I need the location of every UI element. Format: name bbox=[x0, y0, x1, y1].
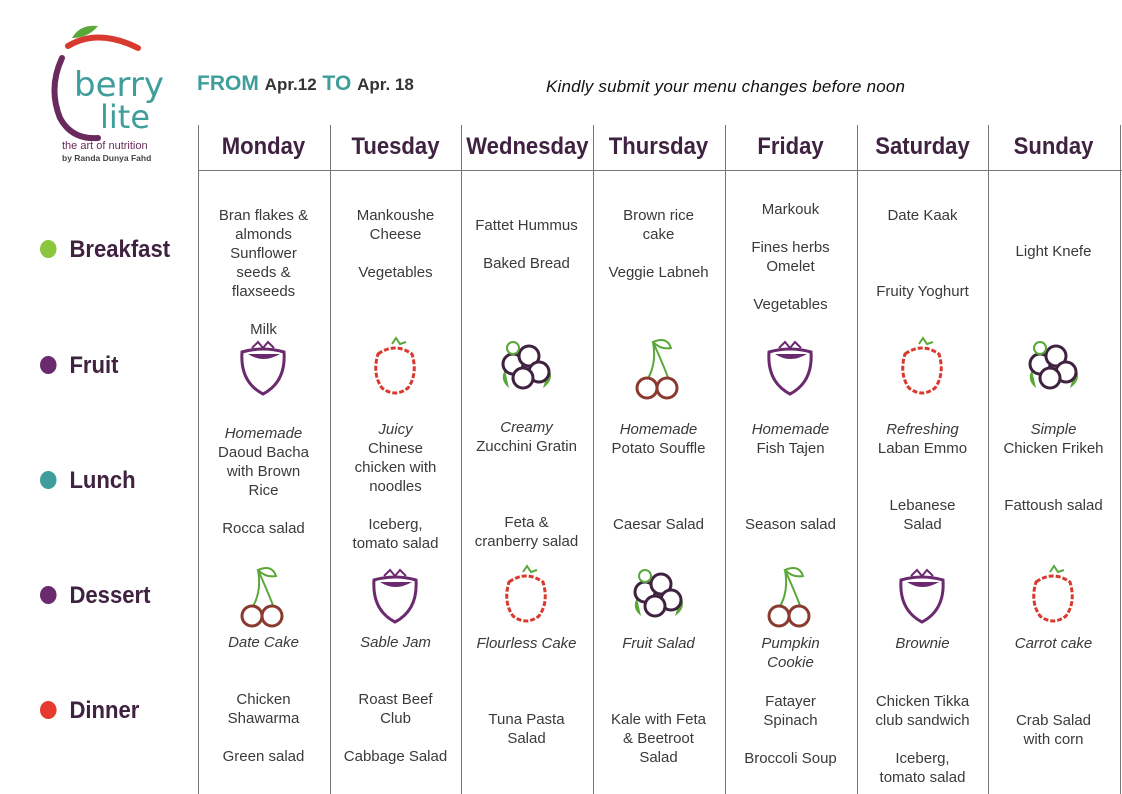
meal-label-breakfast bbox=[40, 236, 170, 264]
menu-line: Brown rice bbox=[623, 207, 694, 224]
from-date: Apr.12 bbox=[264, 75, 317, 94]
meal-label-text: Breakfast bbox=[69, 236, 171, 263]
menu-line: Fish Tajen bbox=[756, 440, 825, 457]
menu-line: Veggie Labneh bbox=[608, 264, 709, 281]
menu-line: Cookie bbox=[767, 654, 814, 671]
menu-line bbox=[725, 730, 856, 749]
menu-line: Sable Jam bbox=[360, 634, 431, 651]
lunch-cell-thursday bbox=[593, 420, 724, 534]
menu-line bbox=[461, 475, 592, 494]
dessert-cell-sunday bbox=[988, 634, 1119, 653]
breakfast-cell-monday bbox=[198, 206, 329, 339]
day-header-sunday: Sunday bbox=[1013, 133, 1094, 160]
menu-line bbox=[461, 235, 592, 254]
lunch-adjective: Refreshing bbox=[886, 421, 959, 438]
brand-byline: by Randa Dunya Fahd bbox=[62, 153, 152, 163]
meal-label-text: Dessert bbox=[69, 582, 151, 609]
menu-line: Shawarma bbox=[227, 710, 300, 727]
menu-line: Daoud Bacha bbox=[218, 444, 309, 461]
menu-line: chicken with bbox=[354, 459, 437, 476]
menu-line: cake bbox=[642, 226, 675, 243]
menu-line bbox=[725, 276, 856, 295]
lunch-cell-monday bbox=[198, 424, 329, 538]
meal-label-text: Dinner bbox=[69, 697, 140, 724]
lunch-cell-saturday bbox=[857, 420, 988, 534]
dinner-cell-wednesday bbox=[461, 710, 592, 748]
menu-line: Pumpkin bbox=[761, 635, 820, 652]
menu-line bbox=[593, 244, 724, 263]
menu-line: cranberry salad bbox=[474, 533, 579, 550]
menu-line: Fruit Salad bbox=[622, 635, 695, 652]
menu-line bbox=[330, 496, 461, 515]
menu-line: Fines herbs bbox=[751, 239, 830, 256]
menu-line: Cheese bbox=[369, 226, 422, 243]
dessert-raspberry-icon bbox=[1018, 562, 1088, 632]
meal-label-text: Fruit bbox=[69, 352, 119, 379]
day-header-tuesday: Tuesday bbox=[351, 133, 440, 160]
dessert-cell-wednesday bbox=[461, 634, 592, 653]
menu-line: Omelet bbox=[766, 258, 815, 275]
menu-line: Light Knefe bbox=[1015, 243, 1092, 260]
lunch-cell-friday bbox=[725, 420, 856, 534]
header-divider bbox=[198, 170, 1122, 171]
dessert-cell-friday bbox=[725, 634, 856, 672]
fruit-cherry-icon bbox=[623, 334, 693, 404]
menu-line bbox=[593, 477, 724, 496]
column-divider bbox=[1120, 125, 1121, 794]
meal-label-fruit bbox=[40, 352, 119, 380]
menu-line: Flourless Cake bbox=[476, 635, 577, 652]
menu-line: Season salad bbox=[745, 516, 836, 533]
menu-line bbox=[857, 458, 988, 477]
menu-line bbox=[593, 458, 724, 477]
menu-line: Potato Souffle bbox=[611, 440, 706, 457]
menu-line: Markouk bbox=[761, 201, 820, 218]
menu-line bbox=[725, 477, 856, 496]
dinner-cell-monday bbox=[198, 690, 329, 766]
menu-line bbox=[330, 244, 461, 263]
menu-line bbox=[988, 458, 1119, 477]
day-header-saturday: Saturday bbox=[875, 133, 970, 160]
dinner-cell-sunday bbox=[988, 711, 1119, 749]
menu-line bbox=[857, 477, 988, 496]
menu-line bbox=[988, 477, 1119, 496]
breakfast-cell-wednesday bbox=[461, 216, 592, 273]
breakfast-cell-sunday bbox=[988, 242, 1119, 261]
menu-line bbox=[725, 496, 856, 515]
menu-line: Iceberg, bbox=[895, 750, 950, 767]
dessert-strawberry-icon bbox=[887, 562, 957, 632]
menu-line: Vegetables bbox=[753, 296, 828, 313]
fruit-strawberry-icon bbox=[228, 334, 298, 404]
menu-line: Crab Salad bbox=[1015, 712, 1092, 729]
menu-notice: Kindly submit your menu changes before noon bbox=[546, 77, 906, 96]
menu-line bbox=[725, 458, 856, 477]
menu-line: Mankoushe bbox=[356, 207, 435, 224]
menu-line: Baked Bread bbox=[483, 255, 570, 272]
lunch-cell-sunday bbox=[988, 420, 1119, 515]
menu-line: Laban Emmo bbox=[877, 440, 968, 457]
lunch-adjective: Homemade bbox=[224, 425, 303, 442]
menu-line bbox=[461, 494, 592, 513]
menu-line: Fattoush salad bbox=[1004, 497, 1103, 514]
day-header-friday: Friday bbox=[757, 133, 824, 160]
breakfast-cell-tuesday bbox=[330, 206, 461, 282]
menu-line: tomato salad bbox=[879, 769, 966, 786]
menu-line: Green salad bbox=[222, 748, 305, 765]
meal-dot-icon bbox=[40, 356, 57, 374]
to-label: TO bbox=[322, 72, 352, 95]
dessert-raspberry-icon bbox=[491, 562, 561, 632]
lunch-adjective: Homemade bbox=[751, 421, 830, 438]
menu-line: Rocca salad bbox=[222, 520, 305, 537]
meal-label-dinner bbox=[40, 697, 139, 725]
fruit-raspberry-icon bbox=[360, 334, 430, 404]
menu-line: Salad bbox=[507, 730, 546, 747]
menu-line: Feta & bbox=[504, 514, 549, 531]
menu-line: with Brown bbox=[226, 463, 301, 480]
lunch-adjective: Homemade bbox=[619, 421, 698, 438]
meal-dot-icon bbox=[40, 471, 57, 489]
date-range bbox=[197, 72, 414, 96]
day-header-thursday: Thursday bbox=[608, 133, 709, 160]
menu-line: Vegetables bbox=[358, 264, 433, 281]
menu-line: Caesar Salad bbox=[613, 516, 704, 533]
lunch-adjective: Juicy bbox=[378, 421, 413, 438]
lunch-adjective: Creamy bbox=[500, 419, 553, 436]
meal-dot-icon bbox=[40, 701, 57, 719]
menu-line: Fattet Hummus bbox=[475, 217, 578, 234]
dessert-cell-monday bbox=[198, 633, 329, 652]
breakfast-cell-saturday bbox=[857, 206, 988, 301]
menu-line: Chinese bbox=[367, 440, 424, 457]
day-header-wednesday: Wednesday bbox=[466, 133, 589, 160]
menu-line bbox=[461, 456, 592, 475]
meal-label-text: Lunch bbox=[69, 467, 136, 494]
fruit-blueberry-icon bbox=[1018, 334, 1088, 404]
menu-line: Carrot cake bbox=[1014, 635, 1093, 652]
dessert-strawberry-icon bbox=[360, 562, 430, 632]
lunch-cell-tuesday bbox=[330, 420, 461, 553]
lunch-adjective: Simple bbox=[1030, 421, 1077, 438]
menu-line: Brownie bbox=[895, 635, 950, 652]
dessert-cell-thursday bbox=[593, 634, 724, 653]
from-label: FROM bbox=[197, 72, 259, 95]
menu-line: Kale with Feta bbox=[610, 711, 707, 728]
menu-line: Cabbage Salad bbox=[343, 748, 448, 765]
meal-dot-icon bbox=[40, 240, 57, 258]
brand-name-1: berry bbox=[74, 65, 164, 105]
menu-line: Fruity Yoghurt bbox=[876, 283, 969, 300]
menu-line bbox=[198, 500, 329, 519]
menu-line bbox=[857, 225, 988, 244]
menu-line: Fatayer bbox=[765, 693, 816, 710]
menu-line bbox=[198, 301, 329, 320]
dessert-cherry-icon bbox=[228, 562, 298, 632]
dessert-cherry-icon bbox=[755, 562, 825, 632]
fruit-raspberry-icon bbox=[887, 334, 957, 404]
menu-line: Rice bbox=[248, 482, 279, 499]
dinner-cell-tuesday bbox=[330, 690, 461, 766]
menu-line: Zucchini Gratin bbox=[476, 438, 577, 455]
menu-line: Tuna Pasta bbox=[488, 711, 565, 728]
menu-line: Iceberg, bbox=[368, 516, 423, 533]
menu-line bbox=[593, 496, 724, 515]
menu-line: Lebanese bbox=[889, 497, 956, 514]
menu-line: Chicken Tikka bbox=[875, 693, 970, 710]
brand-tagline-block bbox=[62, 140, 151, 164]
menu-line: Sunflower bbox=[230, 245, 297, 262]
menu-line: Salad bbox=[903, 516, 942, 533]
dessert-cell-saturday bbox=[857, 634, 988, 653]
menu-line: Date Kaak bbox=[887, 207, 958, 224]
menu-line: club sandwich bbox=[875, 712, 970, 729]
menu-line: Salad bbox=[639, 749, 678, 766]
to-date: Apr. 18 bbox=[357, 75, 414, 94]
dessert-cell-tuesday bbox=[330, 633, 461, 652]
menu-line bbox=[857, 244, 988, 263]
menu-line: Milk bbox=[250, 321, 277, 338]
menu-line bbox=[725, 219, 856, 238]
menu-line: with corn bbox=[1023, 731, 1084, 748]
breakfast-cell-friday bbox=[725, 200, 856, 314]
fruit-strawberry-icon bbox=[755, 334, 825, 404]
menu-line: Spinach bbox=[763, 712, 818, 729]
menu-line: noodles bbox=[369, 478, 422, 495]
fruit-blueberry-icon bbox=[491, 334, 561, 404]
lunch-cell-wednesday bbox=[461, 418, 592, 551]
dinner-cell-thursday bbox=[593, 710, 724, 767]
dinner-cell-friday bbox=[725, 692, 856, 768]
dessert-blueberry-icon bbox=[623, 562, 693, 632]
menu-line bbox=[198, 728, 329, 747]
menu-line bbox=[330, 728, 461, 747]
menu-line: Chicken Frikeh bbox=[1003, 440, 1104, 457]
menu-line: tomato salad bbox=[352, 535, 439, 552]
menu-line: Bran flakes & bbox=[218, 207, 309, 224]
breakfast-cell-thursday bbox=[593, 206, 724, 282]
meal-label-dessert bbox=[40, 582, 150, 610]
menu-line: seeds & bbox=[236, 264, 291, 281]
menu-line: Club bbox=[380, 710, 411, 727]
menu-line: Chicken bbox=[236, 691, 291, 708]
menu-line: & Beetroot bbox=[623, 730, 694, 747]
brand-name-2: lite bbox=[100, 98, 151, 136]
menu-line: Roast Beef bbox=[358, 691, 433, 708]
brand-tagline: the art of nutrition bbox=[62, 140, 148, 152]
menu-line: almonds bbox=[235, 226, 292, 243]
menu-line: Date Cake bbox=[228, 634, 299, 651]
menu-line bbox=[857, 263, 988, 282]
menu-line bbox=[857, 730, 988, 749]
menu-line: Broccoli Soup bbox=[744, 750, 837, 767]
day-header-monday: Monday bbox=[221, 133, 306, 160]
dinner-cell-saturday bbox=[857, 692, 988, 787]
meal-label-lunch bbox=[40, 467, 136, 495]
menu-line: flaxseeds bbox=[231, 283, 296, 300]
meal-dot-icon bbox=[40, 586, 57, 604]
